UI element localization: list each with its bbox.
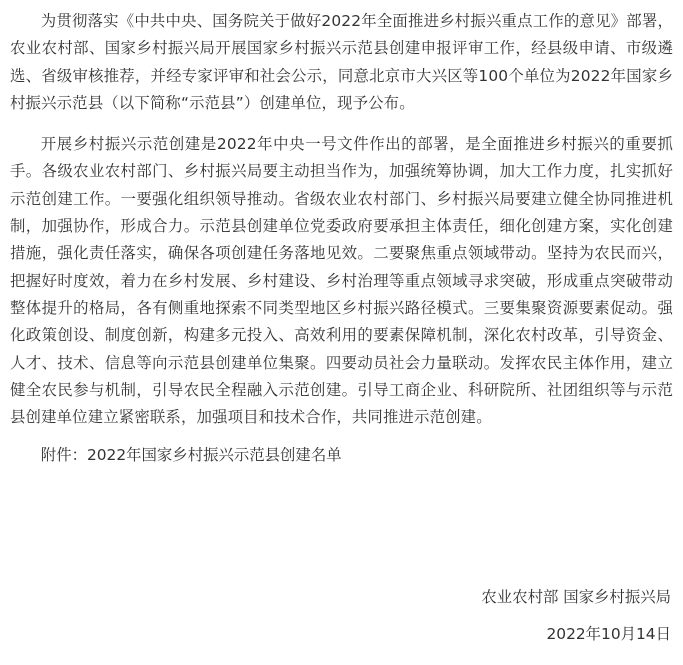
sign-date: 2022年10月14日 — [546, 625, 671, 643]
document-body — [10, 8, 673, 470]
attachment-line: 附件：2022年国家乡村振兴示范县创建名单 — [40, 446, 342, 465]
signer-name: 农业农村部 国家乡村振兴局 — [481, 588, 671, 606]
paragraph-announcement: 为贯彻落实《中共中央、国务院关于做好2022年全面推进乡村振兴重点工作的意见》部署，农业农村部、国家乡村振兴局开展国家乡村振兴示范县创建申报评审工作，经县级申请、市级遴选、省级审核推荐，并经专家评审和社会公示，同意北京市大兴区等100个单位为2022年国家乡村振兴示范县（以下简称“示范县”）创建单位，现予公布。 — [10, 12, 673, 112]
paragraph-requirements: 开展乡村振兴示范创建是2022年中央一号文件作出的部署，是全面推进乡村振兴的重要抓手。各级农业农村部门、乡村振兴局要主动担当作为，加强统筹协调，加大工作力度，扎实抓好示范创建工作。一要强化组织领导推动。省级农业农村部门、乡村振兴局要建立健全协同推进机制，加强协作，形成合力。示范县创建单位党委政府要承担主体责任，细化创建方案，实化创建措施，强化责任落实，确保各项创建任务落地见效。二要聚焦重点领域带动。坚持为农民而兴，把握好时度效，着力在乡村发展、乡村建设、乡村治理等重点领域寻求突破，形成重点突破带动整体提升的格局，各有侧重地探索不同类型地区乡村振兴路径模式。三要集聚资源要素促动。强化政策创设、制度创新，构建多元投入、高效利用的要素保障机制，深化农村改革，引导资金、人才、技术、信息等向示范县创建单位集聚。四要动员社会力量联动。发挥农民主体作用，建立健全农民参与机制，引导农民全程融入示范创建。引导工商企业、科研院所、社团组织等与示范县创建单位建立紧密联系，加强项目和技术合作，共同推进示范创建。 — [10, 135, 673, 427]
